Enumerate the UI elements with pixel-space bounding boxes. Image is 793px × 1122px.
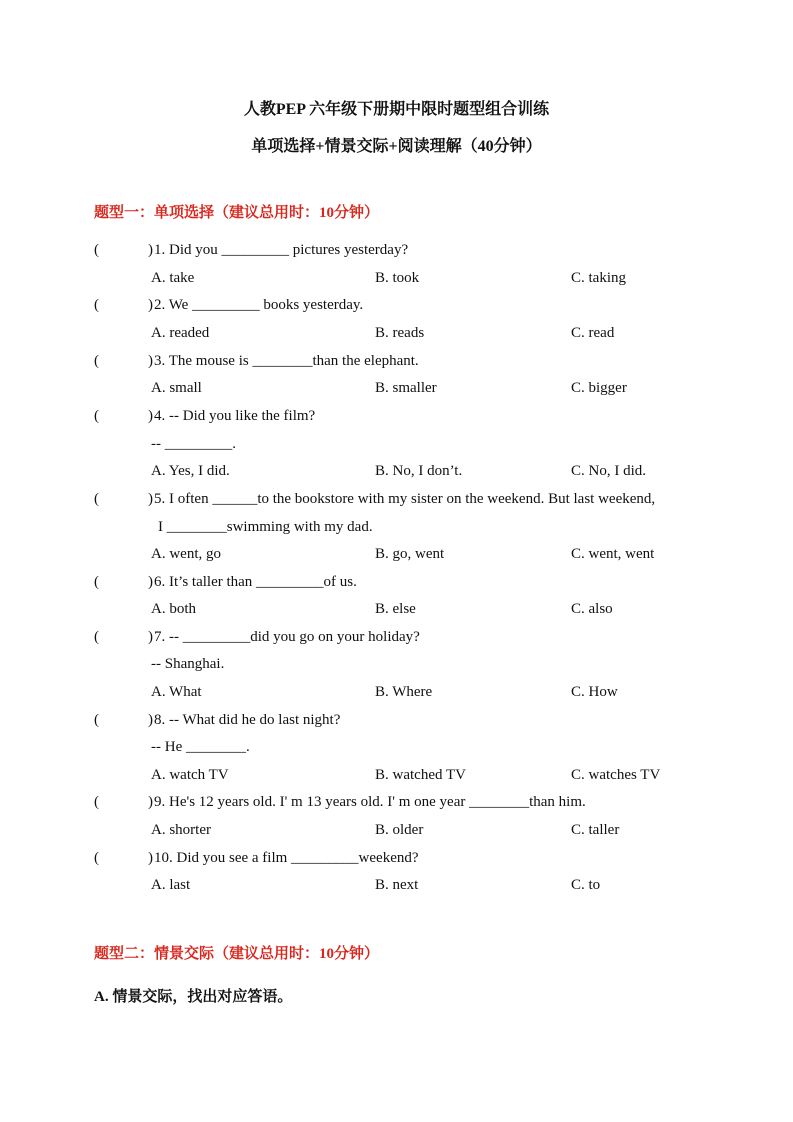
question-3 [0, 353, 793, 373]
answer-paren-open: ( [94, 794, 99, 810]
question-8-options [0, 767, 793, 787]
option-c: C. No, I did. [571, 463, 646, 479]
option-b: B. No, I don’t. [375, 463, 463, 479]
answer-paren-close: ) [148, 242, 153, 258]
question-stem: 1. Did you _________ pictures yesterday? [154, 242, 409, 258]
question-7-options [0, 684, 793, 704]
question-stem: 5. I often ______to the bookstore with my sister on the weekend. But last weekend, [154, 491, 656, 507]
option-b: B. watched TV [375, 767, 466, 783]
question-8 [0, 712, 793, 732]
answer-paren-open: ( [94, 850, 99, 866]
answer-paren-close: ) [148, 794, 153, 810]
question-continuation: -- He ________. [151, 739, 250, 755]
question-4-continuation [0, 436, 793, 456]
answer-paren-open: ( [94, 408, 99, 424]
question-stem: 4. -- Did you like the film? [154, 408, 316, 424]
option-b: B. took [375, 270, 420, 286]
section-heading-situational-dialogue: 题型二：情景交际（建议总用时：10分钟） [94, 946, 380, 962]
option-b: B. older [375, 822, 424, 838]
question-4-options [0, 463, 793, 483]
option-c: C. watches TV [571, 767, 661, 783]
question-continuation: -- Shanghai. [151, 656, 225, 672]
question-6 [0, 574, 793, 594]
option-a: A. take [151, 270, 195, 286]
answer-paren-close: ) [148, 297, 153, 313]
option-a: A. last [151, 877, 191, 893]
answer-paren-close: ) [148, 491, 153, 507]
option-a: A. went, go [151, 546, 221, 562]
question-5 [0, 491, 793, 511]
question-stem: 8. -- What did he do last night? [154, 712, 341, 728]
question-continuation: I ________swimming with my dad. [158, 519, 373, 535]
option-a: A. shorter [151, 822, 211, 838]
answer-paren-close: ) [148, 712, 153, 728]
answer-paren-close: ) [148, 408, 153, 424]
option-a: A. watch TV [151, 767, 229, 783]
question-2-options [0, 325, 793, 345]
question-9-options [0, 822, 793, 842]
option-b: B. next [375, 877, 419, 893]
option-b: B. smaller [375, 380, 437, 396]
answer-paren-close: ) [148, 850, 153, 866]
question-stem: 9. He's 12 years old. I' m 13 years old. I' m one year ________than him. [154, 794, 586, 810]
question-stem: 2. We _________ books yesterday. [154, 297, 364, 313]
question-2 [0, 297, 793, 317]
page-title: 人教PEP 六年级下册期中限时题型组合训练 [243, 101, 550, 118]
option-c: C. read [571, 325, 615, 341]
answer-paren-close: ) [148, 574, 153, 590]
question-3-options [0, 380, 793, 400]
question-7-continuation [0, 656, 793, 676]
question-5-continuation [0, 519, 793, 539]
option-b: B. reads [375, 325, 425, 341]
question-continuation: -- _________. [151, 436, 236, 452]
option-a: A. small [151, 380, 202, 396]
answer-paren-open: ( [94, 712, 99, 728]
question-stem: 10. Did you see a film _________weekend? [154, 850, 419, 866]
option-b: B. go, went [375, 546, 445, 562]
section-heading-multiple-choice: 题型一：单项选择（建议总用时：10分钟） [94, 205, 380, 221]
question-9 [0, 794, 793, 814]
question-1 [0, 242, 793, 262]
option-c: C. bigger [571, 380, 627, 396]
question-stem: 7. -- _________did you go on your holiday? [154, 629, 420, 645]
answer-paren-open: ( [94, 574, 99, 590]
option-c: C. taller [571, 822, 620, 838]
answer-paren-open: ( [94, 297, 99, 313]
option-a: A. both [151, 601, 196, 617]
question-1-options [0, 270, 793, 290]
question-stem: 6. It’s taller than _________of us. [154, 574, 357, 590]
subsection-heading: A. 情景交际，找出对应答语。 [94, 989, 293, 1005]
question-7 [0, 629, 793, 649]
option-c: C. taking [571, 270, 626, 286]
question-4 [0, 408, 793, 428]
option-b: B. else [375, 601, 416, 617]
answer-paren-close: ) [148, 629, 153, 645]
option-c: C. How [571, 684, 618, 700]
answer-paren-open: ( [94, 353, 99, 369]
page-subtitle: 单项选择+情景交际+阅读理解（40分钟） [251, 138, 542, 155]
question-10-options [0, 877, 793, 897]
answer-paren-open: ( [94, 629, 99, 645]
question-stem: 3. The mouse is ________than the elephant. [154, 353, 419, 369]
option-a: A. Yes, I did. [151, 463, 230, 479]
question-6-options [0, 601, 793, 621]
option-b: B. Where [375, 684, 433, 700]
question-8-continuation [0, 739, 793, 759]
answer-paren-close: ) [148, 353, 153, 369]
answer-paren-open: ( [94, 491, 99, 507]
option-a: A. What [151, 684, 202, 700]
question-5-options [0, 546, 793, 566]
answer-paren-open: ( [94, 242, 99, 258]
option-c: C. to [571, 877, 601, 893]
question-10 [0, 850, 793, 870]
option-c: C. also [571, 601, 613, 617]
option-c: C. went, went [571, 546, 655, 562]
option-a: A. readed [151, 325, 210, 341]
